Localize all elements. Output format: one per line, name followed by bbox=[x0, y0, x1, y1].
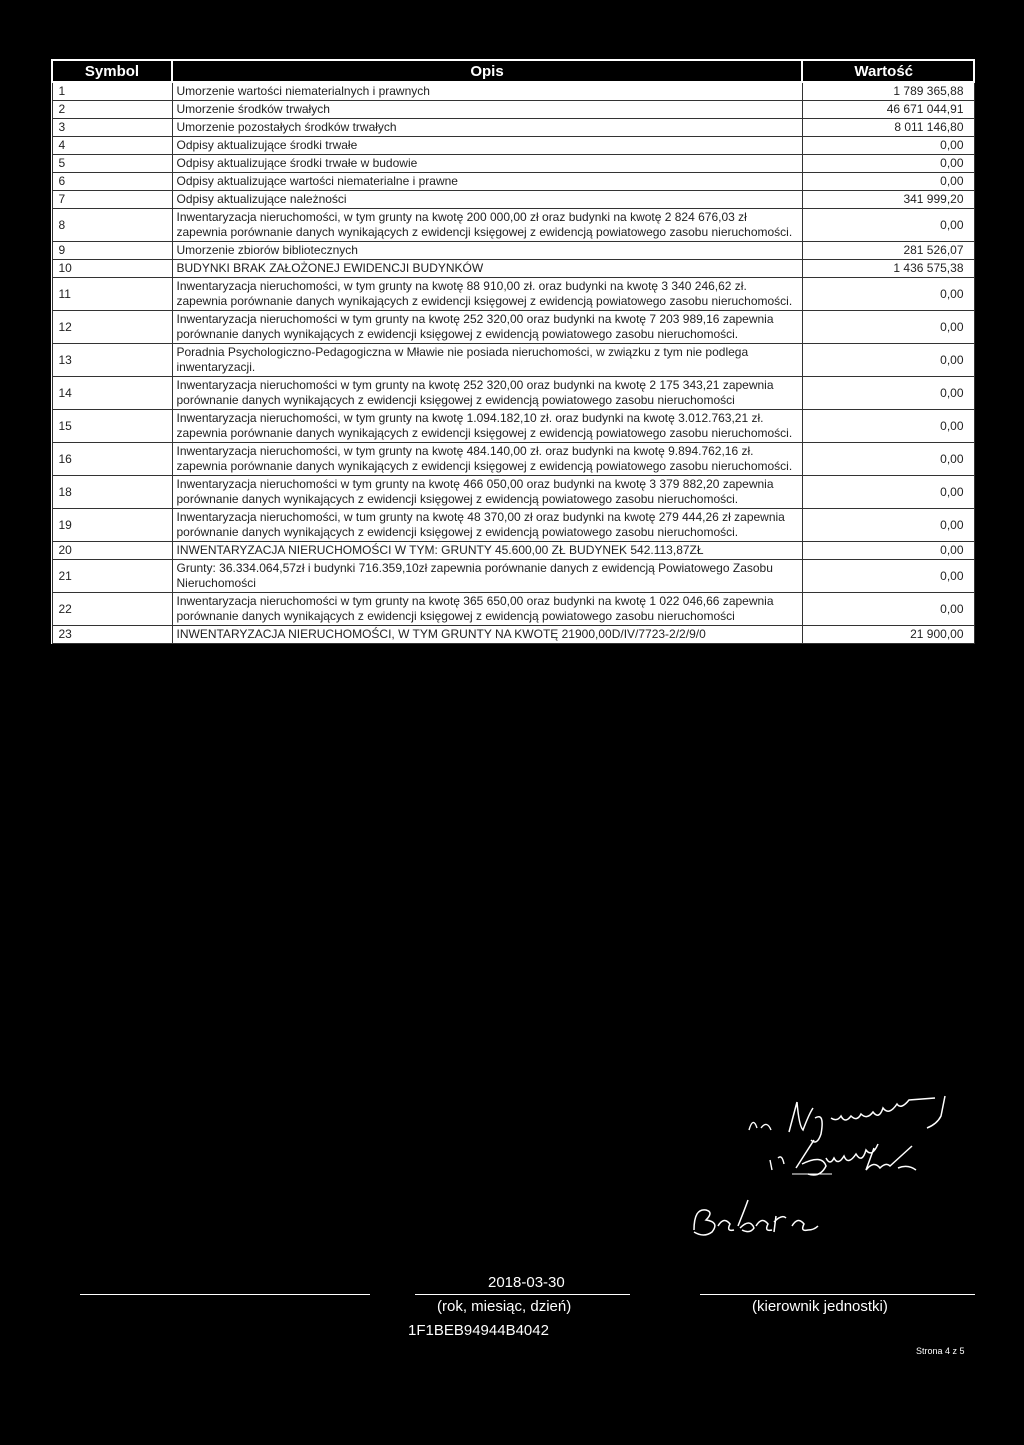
row-symbol: 15 bbox=[52, 410, 172, 443]
report-date: 2018-03-30 bbox=[488, 1274, 565, 1291]
table-row bbox=[52, 82, 974, 101]
row-opis: BUDYNKI BRAK ZAŁOŻONEJ EWIDENCJI BUDYNKÓW bbox=[172, 260, 802, 278]
table-row bbox=[52, 344, 974, 377]
row-opis: INWENTARYZACJA NIERUCHOMOŚCI W TYM: GRUNTY 45.600,00 ZŁ BUDYNEK 542.113,87ZŁ bbox=[172, 542, 802, 560]
signature-barchacki bbox=[762, 1138, 982, 1188]
row-symbol: 3 bbox=[52, 119, 172, 137]
row-opis: Poradnia Psychologiczno-Pedagogiczna w Mławie nie posiada nieruchomości, w związku z tym nie podlega inwentaryzacji. bbox=[172, 344, 802, 377]
row-symbol: 11 bbox=[52, 278, 172, 311]
row-opis: Odpisy aktualizujące wartości niematerialne i prawne bbox=[172, 173, 802, 191]
table-row bbox=[52, 242, 974, 260]
row-symbol: 13 bbox=[52, 344, 172, 377]
wartosc-table bbox=[51, 59, 975, 644]
row-wartosc: 21 900,00 bbox=[802, 626, 974, 644]
date-label: (rok, miesiąc, dzień) bbox=[437, 1298, 572, 1315]
row-symbol: 14 bbox=[52, 377, 172, 410]
row-opis: Inwentaryzacja nieruchomości w tym grunty na kwotę 252 320,00 oraz budynki na kwotę 2 175 343,21 zapewnia porównanie danych wynikających z ewidencji księgowej z ewidencją powiatowego zasobu nieruchomości bbox=[172, 377, 802, 410]
row-wartosc: 0,00 bbox=[802, 593, 974, 626]
row-opis: INWENTARYZACJA NIERUCHOMOŚCI, W TYM GRUNTY NA KWOTĘ 21900,00D/IV/7723-2/2/9/0 bbox=[172, 626, 802, 644]
row-wartosc: 1 436 575,38 bbox=[802, 260, 974, 278]
row-wartosc: 0,00 bbox=[802, 209, 974, 242]
row-symbol: 12 bbox=[52, 311, 172, 344]
row-symbol: 22 bbox=[52, 593, 172, 626]
table-row bbox=[52, 593, 974, 626]
document-id: 1F1BEB94944B4042 bbox=[408, 1322, 549, 1339]
head-signature-line bbox=[700, 1294, 975, 1295]
row-wartosc: 0,00 bbox=[802, 377, 974, 410]
row-wartosc: 0,00 bbox=[802, 443, 974, 476]
row-symbol: 18 bbox=[52, 476, 172, 509]
table-row bbox=[52, 260, 974, 278]
table-header-row bbox=[52, 60, 974, 82]
row-wartosc: 0,00 bbox=[802, 278, 974, 311]
row-wartosc: 281 526,07 bbox=[802, 242, 974, 260]
table-row bbox=[52, 626, 974, 644]
row-opis: Inwentaryzacja nieruchomości, w tym grunty na kwotę 88 910,00 zł. oraz budynki na kwotę 3 340 246,62 zł. zapewnia porównanie danych wynikających z ewidencji księgowej z ewidencją powiatowego zasobu nieruchomości. bbox=[172, 278, 802, 311]
table-row bbox=[52, 311, 974, 344]
row-opis: Umorzenie pozostałych środków trwałych bbox=[172, 119, 802, 137]
row-wartosc: 0,00 bbox=[802, 344, 974, 377]
row-opis: Inwentaryzacja nieruchomości, w tym grunty na kwotę 484.140,00 zł. oraz budynki na kwotę 9.894.762,16 zł. zapewnia porównanie danych wynikających z ewidencji księgowej z ewidencją powiatowego zasobu nieruchomości. bbox=[172, 443, 802, 476]
date-signature-line bbox=[80, 1294, 370, 1295]
row-wartosc: 0,00 bbox=[802, 560, 974, 593]
table-row bbox=[52, 509, 974, 542]
row-symbol: 5 bbox=[52, 155, 172, 173]
row-opis: Inwentaryzacja nieruchomości w tym grunty na kwotę 252 320,00 oraz budynki na kwotę 7 203 989,16 zapewnia porównanie danych wynikających z ewidencji księgowej z ewidencją powiatowego zasobu nieruchomości. bbox=[172, 311, 802, 344]
row-wartosc: 0,00 bbox=[802, 410, 974, 443]
row-wartosc: 0,00 bbox=[802, 137, 974, 155]
header-opis: Opis bbox=[172, 60, 802, 82]
table-row bbox=[52, 173, 974, 191]
row-symbol: 9 bbox=[52, 242, 172, 260]
row-symbol: 19 bbox=[52, 509, 172, 542]
row-wartosc: 341 999,20 bbox=[802, 191, 974, 209]
row-opis: Inwentaryzacja nieruchomości w tym grunty na kwotę 466 050,00 oraz budynki na kwotę 3 379 882,20 zapewnia porównanie danych wynikających z ewidencji księgowej z ewidencją powiatowego zasobu nieruchomości. bbox=[172, 476, 802, 509]
row-symbol: 23 bbox=[52, 626, 172, 644]
row-opis: Inwentaryzacja nieruchomości, w tym grunty na kwotę 200 000,00 zł oraz budynki na kwotę 2 824 676,03 zł zapewnia porównanie danych wynikających z ewidencji księgowej z ewidencją powiatowego zasobu nieruchomości. bbox=[172, 209, 802, 242]
table-row bbox=[52, 443, 974, 476]
table-row bbox=[52, 191, 974, 209]
row-wartosc: 0,00 bbox=[802, 509, 974, 542]
table-row bbox=[52, 119, 974, 137]
table-body bbox=[52, 82, 974, 644]
row-wartosc: 0,00 bbox=[802, 476, 974, 509]
row-opis: Umorzenie środków trwałych bbox=[172, 101, 802, 119]
row-symbol: 20 bbox=[52, 542, 172, 560]
row-symbol: 16 bbox=[52, 443, 172, 476]
row-wartosc: 0,00 bbox=[802, 173, 974, 191]
table-row bbox=[52, 209, 974, 242]
table-row bbox=[52, 476, 974, 509]
header-symbol: Symbol bbox=[52, 60, 172, 82]
row-wartosc: 46 671 044,91 bbox=[802, 101, 974, 119]
row-symbol: 4 bbox=[52, 137, 172, 155]
row-wartosc: 0,00 bbox=[802, 311, 974, 344]
page-number: Strona 4 z 5 bbox=[916, 1346, 965, 1356]
row-opis: Umorzenie wartości niematerialnych i prawnych bbox=[172, 82, 802, 101]
table-row bbox=[52, 410, 974, 443]
row-opis: Odpisy aktualizujące należności bbox=[172, 191, 802, 209]
row-symbol: 8 bbox=[52, 209, 172, 242]
row-opis: Umorzenie zbiorów bibliotecznych bbox=[172, 242, 802, 260]
date-line bbox=[415, 1294, 630, 1295]
row-opis: Odpisy aktualizujące środki trwałe bbox=[172, 137, 802, 155]
row-wartosc: 0,00 bbox=[802, 155, 974, 173]
row-symbol: 1 bbox=[52, 82, 172, 101]
table-row bbox=[52, 278, 974, 311]
signature-barbara bbox=[688, 1196, 858, 1246]
table-row bbox=[52, 377, 974, 410]
table-row bbox=[52, 560, 974, 593]
header-wartosc: Wartość bbox=[802, 60, 974, 82]
table-row bbox=[52, 155, 974, 173]
row-opis: Inwentaryzacja nieruchomości, w tym grunty na kwotę 1.094.182,10 zł. oraz budynki na kwotę 3.012.763,21 zł. zapewnia porównanie danych wynikających z ewidencji księgowej z ewidencją powiatowego zasobu nieruchomości. bbox=[172, 410, 802, 443]
table-row bbox=[52, 101, 974, 119]
row-opis: Inwentaryzacja nieruchomości, w tum grunty na kwotę 48 370,00 zł oraz budynki na kwotę 279 444,26 zł zapewnia porównanie danych wynikających z ewidencji księgowej z ewidencją powiatowego zasobu nieruchomości. bbox=[172, 509, 802, 542]
row-wartosc: 8 011 146,80 bbox=[802, 119, 974, 137]
table-row bbox=[52, 542, 974, 560]
row-wartosc: 1 789 365,88 bbox=[802, 82, 974, 101]
head-label: (kierownik jednostki) bbox=[752, 1298, 888, 1315]
row-symbol: 10 bbox=[52, 260, 172, 278]
row-opis: Grunty: 36.334.064,57zł i budynki 716.359,10zł zapewnia porównanie danych z ewidencją Powiatowego Zasobu Nieruchomości bbox=[172, 560, 802, 593]
row-symbol: 2 bbox=[52, 101, 172, 119]
row-symbol: 21 bbox=[52, 560, 172, 593]
table-row bbox=[52, 137, 974, 155]
row-opis: Inwentaryzacja nieruchomości w tym grunty na kwotę 365 650,00 oraz budynki na kwotę 1 022 046,66 zapewnia porównanie danych wynikających z ewidencji księgowej z ewidencją powiatowego zasobu nieruchomości bbox=[172, 593, 802, 626]
row-symbol: 7 bbox=[52, 191, 172, 209]
row-opis: Odpisy aktualizujące środki trwałe w budowie bbox=[172, 155, 802, 173]
row-symbol: 6 bbox=[52, 173, 172, 191]
row-wartosc: 0,00 bbox=[802, 542, 974, 560]
